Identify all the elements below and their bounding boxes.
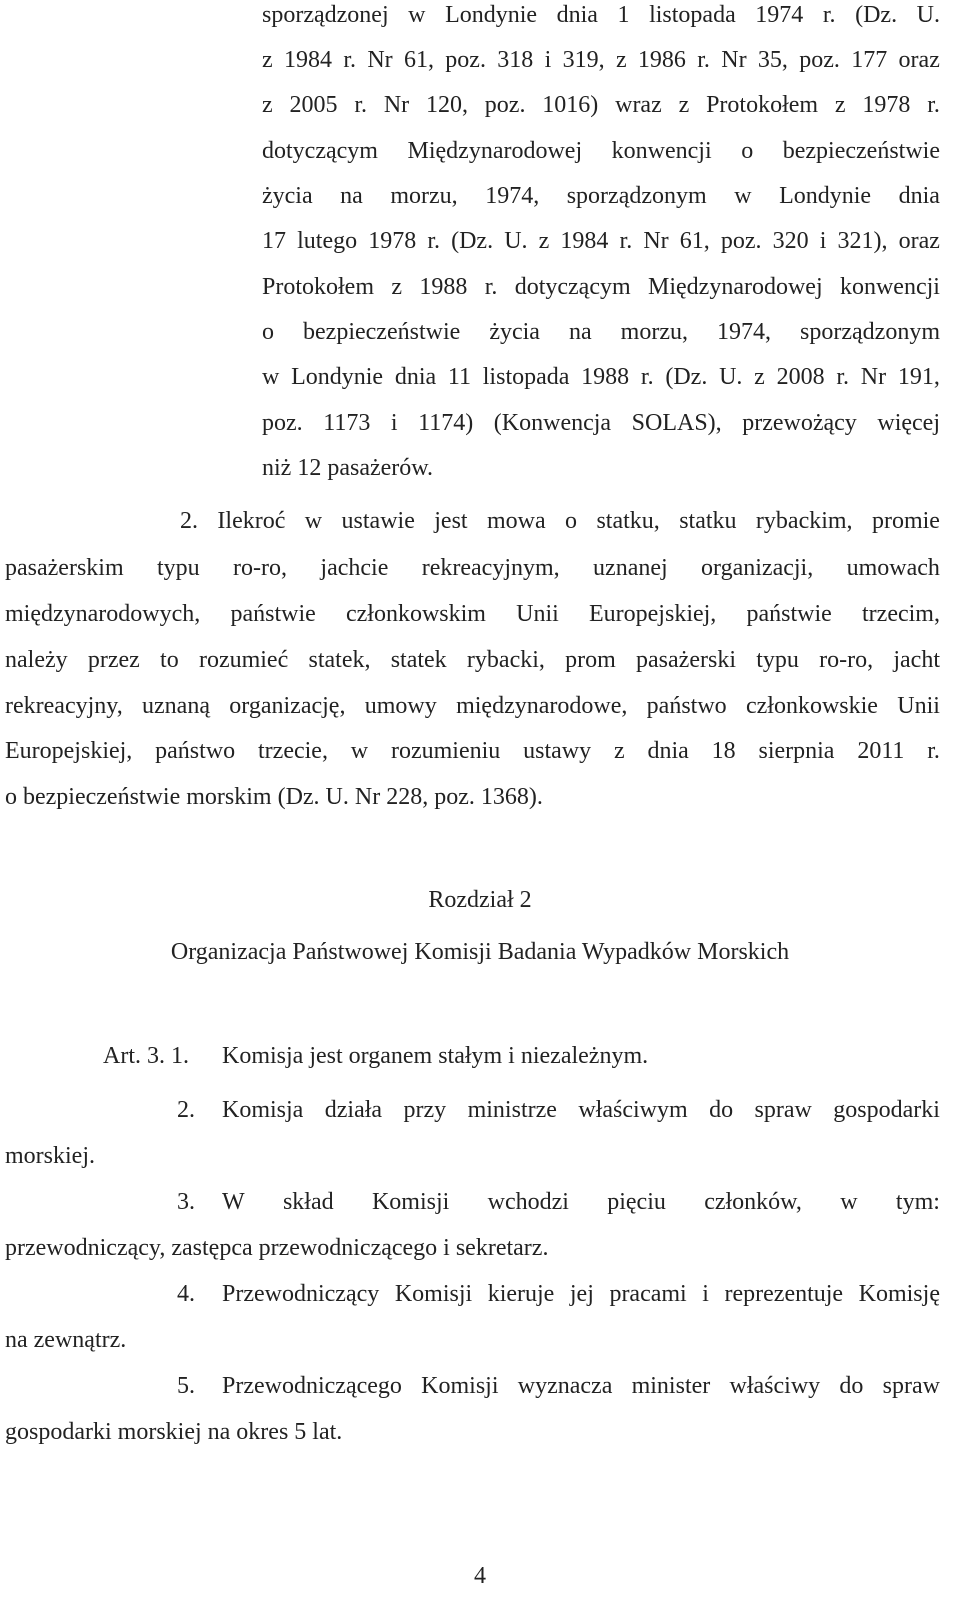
word: (Dz.	[855, 2, 898, 28]
word: morzu,	[620, 319, 688, 345]
word: minister	[631, 1373, 711, 1399]
word: pasażerskim	[5, 555, 124, 581]
word: z	[613, 738, 625, 764]
text-line	[180, 508, 940, 535]
word: r.	[822, 2, 836, 28]
text-line	[262, 47, 940, 74]
word: r.	[836, 364, 849, 390]
word: tym:	[895, 1189, 940, 1215]
word: Unii	[897, 693, 940, 719]
word: więcej	[877, 410, 940, 436]
word: właściwy	[729, 1373, 821, 1399]
word: przez	[87, 647, 140, 673]
word: jachcie	[320, 555, 389, 581]
word: poz.	[445, 47, 486, 73]
word: z	[678, 92, 690, 118]
word: Komisji	[394, 1281, 473, 1307]
word: statek,	[308, 647, 371, 673]
word: U.	[719, 364, 743, 390]
word: 11	[447, 364, 472, 390]
word: sporządzonym	[566, 183, 707, 209]
text-line	[262, 183, 940, 210]
word: r.	[343, 47, 356, 73]
word: przewożący	[742, 410, 857, 436]
word: r.	[640, 364, 654, 390]
word: 61,	[679, 228, 710, 254]
word: spraw	[882, 1373, 940, 1399]
page-number: 4	[474, 1563, 486, 1589]
word: Londynie	[445, 2, 538, 28]
word: członkowskie	[745, 693, 878, 719]
word: jacht	[893, 647, 940, 673]
word: dnia	[556, 2, 598, 28]
word: 319,	[562, 47, 605, 73]
word: listopada	[649, 2, 736, 28]
word: umowach	[846, 555, 940, 581]
word: 1174)	[418, 410, 474, 436]
word: 320	[772, 228, 809, 254]
text-line: morskiej.	[5, 1143, 95, 1169]
word: ministrze	[467, 1097, 557, 1123]
word: poz.	[720, 228, 762, 254]
word: 191,	[897, 364, 940, 390]
word: 1974	[755, 2, 804, 28]
word: typu	[157, 555, 200, 581]
word: z	[754, 364, 765, 390]
word: Protokołem	[706, 92, 819, 118]
word: r.	[484, 274, 498, 300]
word: r.	[927, 92, 940, 118]
word: Ilekroć	[217, 508, 286, 534]
word: 1974,	[485, 183, 540, 209]
word: dotyczącym	[262, 138, 378, 164]
word: Nr	[721, 47, 747, 73]
word: W	[222, 1189, 245, 1215]
word: uznaną	[142, 693, 210, 719]
word: 120,	[425, 92, 468, 118]
word: 2005	[289, 92, 338, 118]
word: Przewodniczący	[222, 1281, 380, 1307]
word: 1978	[368, 228, 417, 254]
paragraph-number: 5.	[177, 1373, 195, 1399]
word: pracami	[609, 1281, 687, 1307]
word: skład	[282, 1189, 334, 1215]
word: do	[839, 1373, 864, 1399]
word: promie	[871, 508, 940, 534]
text-line: niż 12 pasażerów.	[262, 455, 434, 481]
word: Komisji	[371, 1189, 450, 1215]
word: 1988	[581, 364, 630, 390]
word: wyznacza	[517, 1373, 613, 1399]
text-line	[5, 647, 940, 674]
word: prom	[565, 647, 616, 673]
text-line	[262, 2, 940, 29]
word: członków,	[704, 1189, 802, 1215]
word: 1974,	[717, 319, 771, 345]
word: morzu,	[390, 183, 458, 209]
word: z	[262, 92, 273, 118]
word: (Dz.	[451, 228, 494, 254]
article-label: Art. 3. 1.	[103, 1043, 189, 1069]
word: ustawie	[341, 508, 415, 534]
word: państwie	[746, 601, 832, 627]
word: 17	[262, 228, 286, 254]
chapter-number: Rozdział 2	[428, 887, 532, 913]
word: międzynarodowych,	[5, 601, 201, 627]
word: państwo	[646, 693, 727, 719]
word: 2008	[776, 364, 825, 390]
text-line	[5, 601, 940, 628]
word: wchodzi	[487, 1189, 569, 1215]
word: rozumieniu	[390, 738, 501, 764]
text-line	[262, 364, 940, 391]
word: wraz	[615, 92, 662, 118]
word: na	[568, 319, 592, 345]
word: państwie	[230, 601, 316, 627]
word: działa	[324, 1097, 383, 1123]
word: Nr	[383, 92, 410, 118]
word: r.	[619, 228, 633, 254]
word: 18	[711, 738, 736, 764]
word: na	[340, 183, 363, 209]
word: z	[834, 92, 846, 118]
word: Protokołem	[262, 274, 374, 300]
word: Komisję	[858, 1281, 940, 1307]
word: umowy	[364, 693, 437, 719]
word: 1016)	[542, 92, 599, 118]
word: konwencji	[611, 138, 712, 164]
word: listopada	[482, 364, 570, 390]
word: rozumieć	[198, 647, 289, 673]
word: r.	[697, 47, 710, 73]
word: 1	[617, 2, 630, 28]
word: i	[819, 228, 827, 254]
paragraph-number: 4.	[177, 1281, 195, 1307]
word: 35,	[757, 47, 788, 73]
word: Londynie	[779, 183, 872, 209]
word: r.	[927, 738, 940, 764]
word: 1986	[637, 47, 686, 73]
word: spraw	[754, 1097, 812, 1123]
word: i	[702, 1281, 709, 1307]
text-line	[222, 1097, 940, 1124]
word: lutego	[297, 228, 358, 254]
word: konwencji	[839, 274, 940, 300]
word: 1173	[323, 410, 371, 436]
text-line	[262, 319, 940, 346]
word: Europejskiej,	[5, 738, 133, 764]
word: oraz	[898, 47, 940, 73]
text-line	[5, 693, 940, 720]
word: o	[565, 508, 578, 534]
word: dnia	[647, 738, 689, 764]
word: państwo	[155, 738, 236, 764]
word: mowa	[486, 508, 546, 534]
word: bezpieczeństwie	[303, 319, 461, 345]
word: 2011	[857, 738, 905, 764]
word: to	[160, 647, 179, 673]
word: poz.	[262, 410, 303, 436]
word: Nr	[643, 228, 669, 254]
word: ustawy	[523, 738, 592, 764]
text-line	[262, 410, 940, 437]
word: 61,	[403, 47, 434, 73]
word: Przewodniczącego	[222, 1373, 402, 1399]
word: Europejskiej,	[589, 601, 717, 627]
text-line	[5, 555, 940, 582]
word: 1978	[862, 92, 911, 118]
word: U.	[916, 2, 940, 28]
word: bezpieczeństwie	[782, 138, 940, 164]
word: poz.	[799, 47, 840, 73]
word: rybackim,	[755, 508, 853, 534]
word: (Dz.	[665, 364, 708, 390]
word: Komisji	[421, 1373, 499, 1399]
word: reprezentuje	[724, 1281, 844, 1307]
word: i	[390, 410, 398, 436]
word: 2.	[180, 508, 198, 534]
word: z	[615, 47, 627, 73]
word: sporządzonym	[800, 319, 940, 345]
word: typu	[756, 647, 799, 673]
word: organizacji,	[701, 555, 814, 581]
word: i	[544, 47, 552, 73]
word: pasażerski	[636, 647, 736, 673]
word: sierpnia	[758, 738, 835, 764]
paragraph-number: 2.	[177, 1097, 195, 1123]
word: kieruje	[487, 1281, 555, 1307]
article-paragraph-1: Komisja jest organem stałym i niezależnym.	[222, 1043, 649, 1069]
word: statku	[679, 508, 737, 534]
word: organizację,	[229, 693, 346, 719]
text-line: na zewnątrz.	[5, 1327, 127, 1353]
word: Międzynarodowej	[407, 138, 583, 164]
word: z	[538, 228, 550, 254]
word: ro-ro,	[233, 555, 288, 581]
word: członkowskim	[345, 601, 486, 627]
word: ro-ro,	[819, 647, 874, 673]
text-line	[262, 92, 940, 119]
word: o	[262, 319, 274, 345]
chapter-title: Organizacja Państwowej Komisji Badania Wypadków Morskich	[170, 939, 790, 965]
paragraph-number: 3.	[177, 1189, 195, 1215]
word: dotyczącym	[514, 274, 631, 300]
word: o	[741, 138, 754, 164]
word: gospodarki	[833, 1097, 940, 1123]
text-line	[262, 138, 940, 165]
text-line: przewodniczący, zastępca przewodniczącego i sekretarz.	[5, 1235, 549, 1261]
word: 321),	[837, 228, 888, 254]
word: statku,	[596, 508, 660, 534]
word: 177	[851, 47, 888, 73]
word: Międzynarodowej	[648, 274, 823, 300]
word: Londynie	[291, 364, 384, 390]
word: życia	[262, 183, 313, 209]
word: należy	[5, 647, 68, 673]
word: 1984	[560, 228, 609, 254]
word: Nr	[860, 364, 887, 390]
word: w	[734, 183, 752, 209]
word: rekreacyjnym,	[421, 555, 560, 581]
text-line: o bezpieczeństwie morskim (Dz. U. Nr 228, poz. 1368).	[5, 784, 543, 810]
word: w	[840, 1189, 858, 1215]
word: trzecie,	[258, 738, 328, 764]
word: statek	[390, 647, 447, 673]
word: Komisja	[222, 1097, 304, 1123]
text-line	[222, 1189, 940, 1216]
word: Unii	[516, 601, 559, 627]
word: sporządzonej	[262, 2, 389, 28]
word: Nr	[367, 47, 393, 73]
word: w	[262, 364, 280, 390]
word: w	[304, 508, 323, 534]
word: 1988	[419, 274, 468, 300]
text-line: gospodarki morskiej na okres 5 lat.	[5, 1419, 343, 1445]
word: r.	[354, 92, 367, 118]
word: dnia	[394, 364, 437, 390]
word: dnia	[898, 183, 940, 209]
text-line	[262, 274, 940, 301]
word: przy	[403, 1097, 447, 1123]
word: z	[391, 274, 402, 300]
word: (Konwencja	[493, 410, 612, 436]
word: oraz	[898, 228, 940, 254]
word: trzecim,	[862, 601, 940, 627]
text-line	[5, 738, 940, 765]
word: w	[350, 738, 369, 764]
word: w	[408, 2, 426, 28]
word: jej	[569, 1281, 594, 1307]
word: międzynarodowe,	[456, 693, 628, 719]
word: rybacki,	[466, 647, 545, 673]
word: 1984	[283, 47, 332, 73]
word: pięciu	[607, 1189, 666, 1215]
word: poz.	[484, 92, 526, 118]
word: życia	[489, 319, 540, 345]
text-line	[222, 1373, 940, 1400]
word: U.	[504, 228, 528, 254]
word: r.	[427, 228, 440, 254]
word: właściwym	[578, 1097, 688, 1123]
word: 318	[497, 47, 534, 73]
word: uznanej	[593, 555, 668, 581]
word: SOLAS),	[631, 410, 722, 436]
word: do	[709, 1097, 734, 1123]
text-line	[222, 1281, 940, 1308]
word: rekreacyjny,	[5, 693, 123, 719]
word: z	[262, 47, 273, 73]
text-line	[262, 228, 940, 255]
word: jest	[434, 508, 468, 534]
